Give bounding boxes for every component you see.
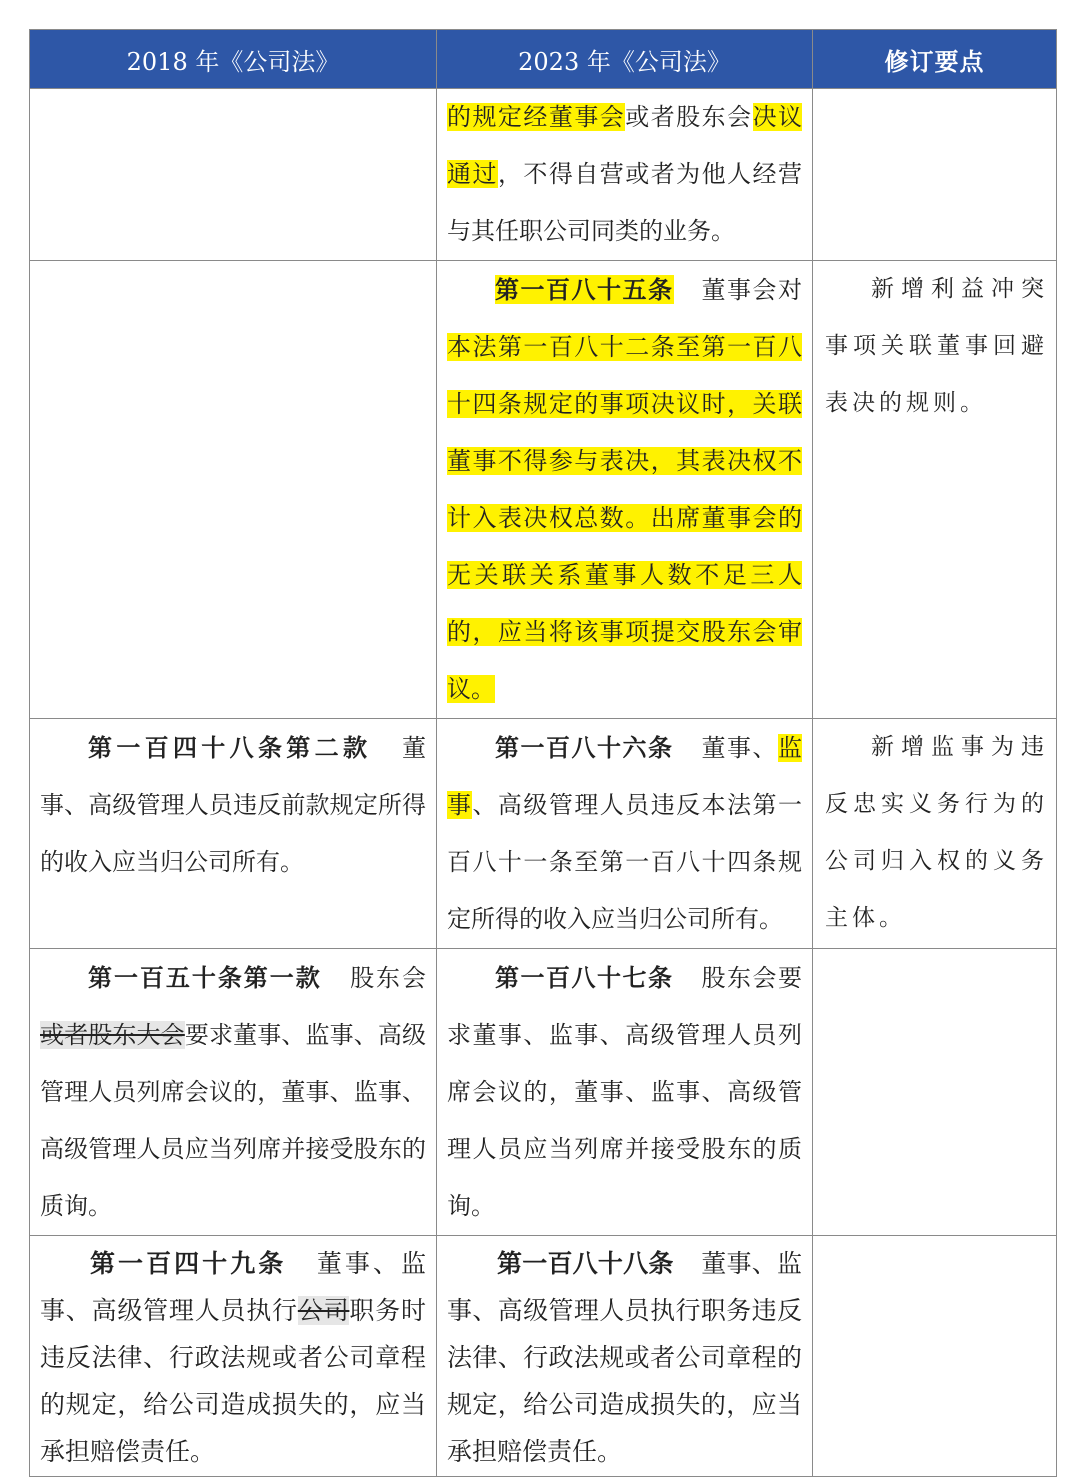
- old-law-cell: [30, 89, 437, 261]
- revision-note-cell: [813, 261, 1057, 719]
- article-title: 第一百八十六条: [495, 733, 674, 762]
- revision-note-text: 新增监事为违反忠实义务行为的公司归入权的义务主体。: [825, 734, 1048, 931]
- header-2018-law: 2018 年《公司法》: [30, 30, 437, 89]
- article-title: 第一百五十条第一款: [88, 963, 322, 992]
- table-row: [30, 949, 1057, 1236]
- revision-note-cell: [813, 949, 1057, 1236]
- old-law-cell: [30, 1236, 437, 1477]
- old-law-text: 第一百四十八条第二款 董事、高级管理人员违反前款规定所得的收入应当归公司所有。: [40, 733, 426, 876]
- table-row: [30, 719, 1057, 949]
- table-row: [30, 89, 1057, 261]
- old-law-text: 第一百四十九条 董事、监事、高级管理人员执行公司职务时违反法律、行政法规或者公司章程的规定，给公司造成损失的，应当承担赔偿责任。: [40, 1249, 426, 1466]
- revision-note-cell: [813, 1236, 1057, 1477]
- article-title: 第一百八十八条: [497, 1249, 674, 1278]
- new-law-text: 的规定经董事会或者股东会决议通过，不得自营或者为他人经营与其任职公司同类的业务。: [447, 103, 803, 245]
- deleted-text: 公司: [297, 1296, 350, 1325]
- article-title: 第一百四十八条第二款: [88, 733, 372, 762]
- old-law-cell: [30, 719, 437, 949]
- old-law-text: 第一百五十条第一款 股东会或者股东大会要求董事、监事、高级管理人员列席会议的，董事、监事、高级管理人员应当列席并接受股东的质询。: [40, 963, 427, 1220]
- header-2023-law: 2023 年《公司法》: [437, 30, 813, 89]
- old-law-cell: [30, 261, 437, 719]
- new-law-cell: [437, 719, 813, 949]
- header-revision-points: 修订要点: [813, 30, 1057, 89]
- new-law-text: 第一百八十八条 董事、监事、高级管理人员执行职务违反法律、行政法规或者公司章程的规定，给公司造成损失的，应当承担赔偿责任。: [447, 1249, 802, 1466]
- old-law-cell: [30, 949, 437, 1236]
- article-title: 第一百八十五条: [495, 275, 674, 304]
- new-law-text: 第一百八十七条 股东会要求董事、监事、高级管理人员列席会议的，董事、监事、高级管理人员应当列席并接受股东的质询。: [447, 963, 803, 1220]
- table-row: [30, 261, 1057, 719]
- new-law-cell: [437, 1236, 813, 1477]
- article-title: 第一百四十九条: [90, 1249, 287, 1278]
- deleted-text: 或者股东大会: [40, 1021, 185, 1049]
- new-law-text: 第一百八十五条 董事会对本法第一百八十二条至第一百八十四条规定的事项决议时，关联董事不得参与表决，其表决权不计入表决权总数。出席董事会的无关联关系董事人数不足三人的，应当将该事项提交股东会审议。: [447, 275, 803, 703]
- revision-note-cell: [813, 89, 1057, 261]
- revision-note-cell: [813, 719, 1057, 949]
- revision-note-text: 新增利益冲突事项关联董事回避表决的规则。: [825, 276, 1048, 416]
- table-header-row: [30, 30, 1057, 89]
- new-law-cell: [437, 261, 813, 719]
- table-row: [30, 1236, 1057, 1477]
- new-law-cell: [437, 89, 813, 261]
- new-law-cell: [437, 949, 813, 1236]
- article-title: 第一百八十七条: [495, 963, 674, 992]
- law-comparison-table: [29, 29, 1057, 1477]
- new-law-text: 第一百八十六条 董事、监事、高级管理人员违反本法第一百八十一条至第一百八十四条规定所得的收入应当归公司所有。: [447, 733, 803, 933]
